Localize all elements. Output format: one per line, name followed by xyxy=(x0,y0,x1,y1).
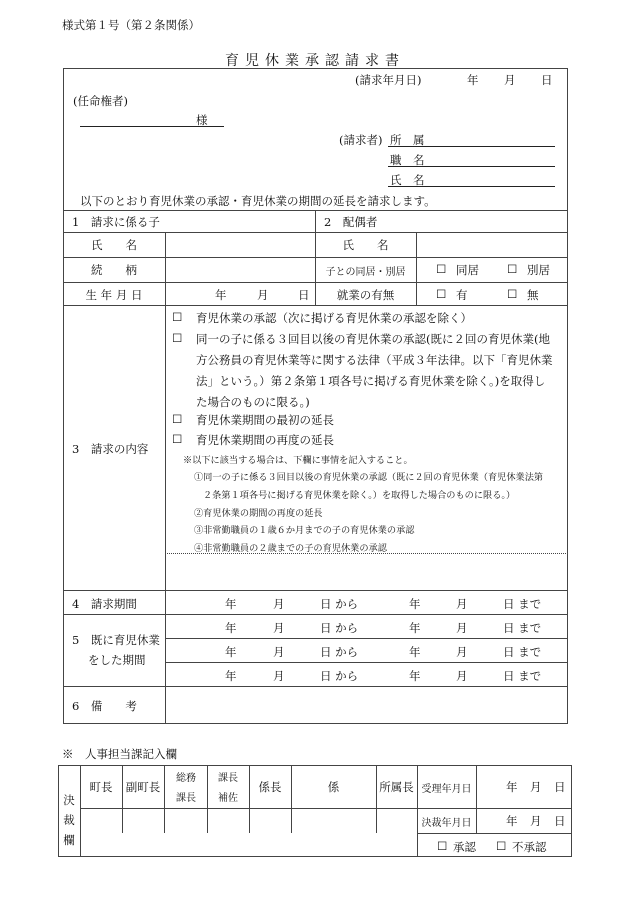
period5a-month-to[interactable]: 月 xyxy=(456,621,468,635)
hr-section-title: ※ 人事担当課記入欄 xyxy=(62,747,177,761)
period5b-year-to[interactable]: 年 xyxy=(409,645,421,659)
requester-label: (請求者) xyxy=(339,133,383,147)
period5b-year-from[interactable]: 年 xyxy=(225,645,237,659)
child-birth-label: 生 年 月 日 xyxy=(85,288,143,302)
rule-hr-v207 xyxy=(207,765,208,833)
hr-header-section-head: 係長 xyxy=(258,780,282,794)
period4-month-to[interactable]: 月 xyxy=(456,597,468,611)
child-name-label: 氏 名 xyxy=(91,238,137,252)
spouse-employ-label: 就業の有無 xyxy=(336,288,395,302)
opt2-line-3: 法」という。）第２条第１項各号に掲げる育児休業を除く。)を取得し xyxy=(196,374,546,388)
period5a-day-from[interactable]: 日 から xyxy=(320,621,359,635)
opt2-line-1: 同一の子に係る３回目以後の育児休業の承認(既に２回の育児休業(地 xyxy=(196,332,550,346)
employed-option-label: 有 xyxy=(456,288,468,302)
request-date-label: (請求年月日) xyxy=(355,73,422,87)
rule-hr-v291 xyxy=(291,765,292,833)
request-date-month[interactable]: 月 xyxy=(504,73,516,87)
requester-position-label: 職 名 xyxy=(390,153,425,167)
section4-label: 4 請求期間 xyxy=(72,597,137,611)
request-date-day[interactable]: 日 xyxy=(541,73,553,87)
cohabit-checkbox[interactable]: ☐ xyxy=(436,262,447,276)
opt2-line-4: た場合のものに限る。) xyxy=(196,395,310,409)
rule-h-686 xyxy=(63,686,568,687)
period5c-month-from[interactable]: 月 xyxy=(273,669,285,683)
period4-day-to[interactable]: 日 まで xyxy=(503,597,542,611)
approval-column-label: 決裁欄 xyxy=(63,793,75,847)
rule-hr-v249 xyxy=(249,765,250,833)
opt3-checkbox[interactable]: ☐ xyxy=(172,412,183,426)
received-month[interactable]: 月 xyxy=(530,780,542,794)
period5c-month-to[interactable]: 月 xyxy=(456,669,468,683)
appointer-label: (任命権者) xyxy=(73,94,128,108)
opt4-text: 育児休業期間の再度の延長 xyxy=(196,433,334,447)
hr-header-general-affairs-chief: 総務課長 xyxy=(176,773,196,804)
employed-checkbox[interactable]: ☐ xyxy=(436,287,447,301)
period5c-day-to[interactable]: 日 まで xyxy=(503,669,542,683)
received-day[interactable]: 日 xyxy=(554,780,566,794)
rule-v-416 xyxy=(416,232,417,305)
requester-dept-line[interactable] xyxy=(388,146,555,147)
appointer-sama: 様 xyxy=(196,113,208,127)
received-year[interactable]: 年 xyxy=(506,780,518,794)
hr-header-staff: 係 xyxy=(327,780,340,794)
rule-hr-808 xyxy=(80,808,572,809)
note-head: ※以下に該当する場合は、下欄に事情を記入すること。 xyxy=(183,455,413,466)
period5a-year-to[interactable]: 年 xyxy=(409,621,421,635)
child-relation-label: 続 柄 xyxy=(91,263,137,277)
period4-month-from[interactable]: 月 xyxy=(273,597,285,611)
rule-h-662 xyxy=(165,662,568,663)
rule-h-614 xyxy=(63,614,568,615)
circumstances-input-area[interactable] xyxy=(168,556,566,588)
note1-line-2: ２条第１項各号に掲げる育児休業を除く。）を取得した場合のものに限る。） xyxy=(203,490,516,501)
separate-option-label: 別居 xyxy=(527,263,550,277)
request-date-year[interactable]: 年 xyxy=(467,73,479,87)
remarks-input-area[interactable] xyxy=(168,690,566,722)
note3: ③非常勤職員の１歳６か月までの子の育児休業の承認 xyxy=(194,525,415,536)
separate-checkbox[interactable]: ☐ xyxy=(507,262,518,276)
requester-position-line[interactable] xyxy=(388,166,555,167)
form-number: 様式第１号（第２条関係） xyxy=(62,18,200,32)
decided-year[interactable]: 年 xyxy=(506,814,518,828)
section5-label-1: 5 既に育児休業 xyxy=(72,633,160,647)
cohabit-option-label: 同居 xyxy=(456,263,479,277)
note1-line-1: ①同一の子に係る３回目以後の育児休業の承認（既に２回の育児休業（育児休業法第 xyxy=(194,472,544,483)
opt3-text: 育児休業期間の最初の延長 xyxy=(196,413,334,427)
hr-header-dept-head: 所属長 xyxy=(379,780,414,794)
requester-dept-label: 所 属 xyxy=(390,133,425,147)
unemployed-checkbox[interactable]: ☐ xyxy=(507,287,518,301)
period5b-month-from[interactable]: 月 xyxy=(273,645,285,659)
rule-hr-833 xyxy=(417,833,572,834)
intro-text: 以下のとおり育児休業の承認・育児休業の期間の延長を請求します。 xyxy=(80,194,436,208)
hr-header-mayor: 町長 xyxy=(89,780,113,794)
section1-title: 1 請求に係る子 xyxy=(72,215,160,229)
decided-date-label: 決裁年月日 xyxy=(421,818,472,829)
period5a-month-from[interactable]: 月 xyxy=(273,621,285,635)
child-birth-year[interactable]: 年 xyxy=(215,288,227,302)
spouse-name-label: 氏 名 xyxy=(342,238,389,252)
period5b-day-from[interactable]: 日 から xyxy=(320,645,359,659)
requester-name-label: 氏 名 xyxy=(390,173,425,187)
section3-label: 3 請求の内容 xyxy=(72,442,149,456)
disapprove-label: 不承認 xyxy=(512,840,547,854)
unemployed-option-label: 無 xyxy=(527,288,539,302)
requester-name-line[interactable] xyxy=(388,186,555,187)
period5a-year-from[interactable]: 年 xyxy=(225,621,237,635)
opt1-text: 育児休業の承認（次に掲げる育児休業の承認を除く） xyxy=(196,311,472,325)
approve-checkbox[interactable]: ☐ xyxy=(437,839,448,853)
opt2-line-2: 方公務員の育児休業等に関する法律（平成３年法律。以下「育児休業 xyxy=(196,353,553,367)
period5b-day-to[interactable]: 日 まで xyxy=(503,645,542,659)
received-date-label: 受理年月日 xyxy=(421,784,472,795)
hr-header-deputy-chief: 課長補佐 xyxy=(218,773,238,804)
rule-hr-v122 xyxy=(122,765,123,833)
period4-year-to[interactable]: 年 xyxy=(409,597,421,611)
period4-day-from[interactable]: 日 から xyxy=(320,597,359,611)
section5-label-2: をした期間 xyxy=(88,653,146,667)
page-title: 育児休業承認請求書 xyxy=(225,53,405,69)
child-birth-day[interactable]: 日 xyxy=(298,288,310,302)
child-birth-month[interactable]: 月 xyxy=(257,288,269,302)
section2-title: 2 配偶者 xyxy=(324,215,378,229)
period5b-month-to[interactable]: 月 xyxy=(456,645,468,659)
rule-hr-v417 xyxy=(417,765,418,857)
rule-v-165 xyxy=(165,232,166,724)
section6-label: 6 備 考 xyxy=(72,699,137,713)
hr-header-deputy-mayor: 副町長 xyxy=(125,780,161,794)
rule-h-590 xyxy=(63,590,568,591)
decided-day[interactable]: 日 xyxy=(554,814,566,828)
period5c-day-from[interactable]: 日 から xyxy=(320,669,359,683)
period5a-day-to[interactable]: 日 まで xyxy=(503,621,542,635)
period5c-year-to[interactable]: 年 xyxy=(409,669,421,683)
rule-h-305 xyxy=(63,305,568,306)
rule-hr-v476 xyxy=(476,765,477,833)
decided-month[interactable]: 月 xyxy=(530,814,542,828)
opt2-checkbox[interactable]: ☐ xyxy=(172,331,183,345)
approve-label: 承認 xyxy=(453,840,476,854)
rule-hr-v164 xyxy=(164,765,165,833)
appointer-line[interactable] xyxy=(80,126,224,127)
note2: ②育児休業の期間の再度の延長 xyxy=(194,508,323,519)
disapprove-checkbox[interactable]: ☐ xyxy=(496,839,507,853)
spouse-cohabit-label: 子との同居・別居 xyxy=(325,267,406,278)
period4-year-from[interactable]: 年 xyxy=(225,597,237,611)
opt1-checkbox[interactable]: ☐ xyxy=(172,310,183,324)
note4: ④非常勤職員の２歳までの子の育児休業の承認 xyxy=(194,543,387,554)
rule-h-638 xyxy=(165,638,568,639)
rule-hr-v376 xyxy=(376,765,377,833)
opt4-checkbox[interactable]: ☐ xyxy=(172,432,183,446)
period5c-year-from[interactable]: 年 xyxy=(225,669,237,683)
